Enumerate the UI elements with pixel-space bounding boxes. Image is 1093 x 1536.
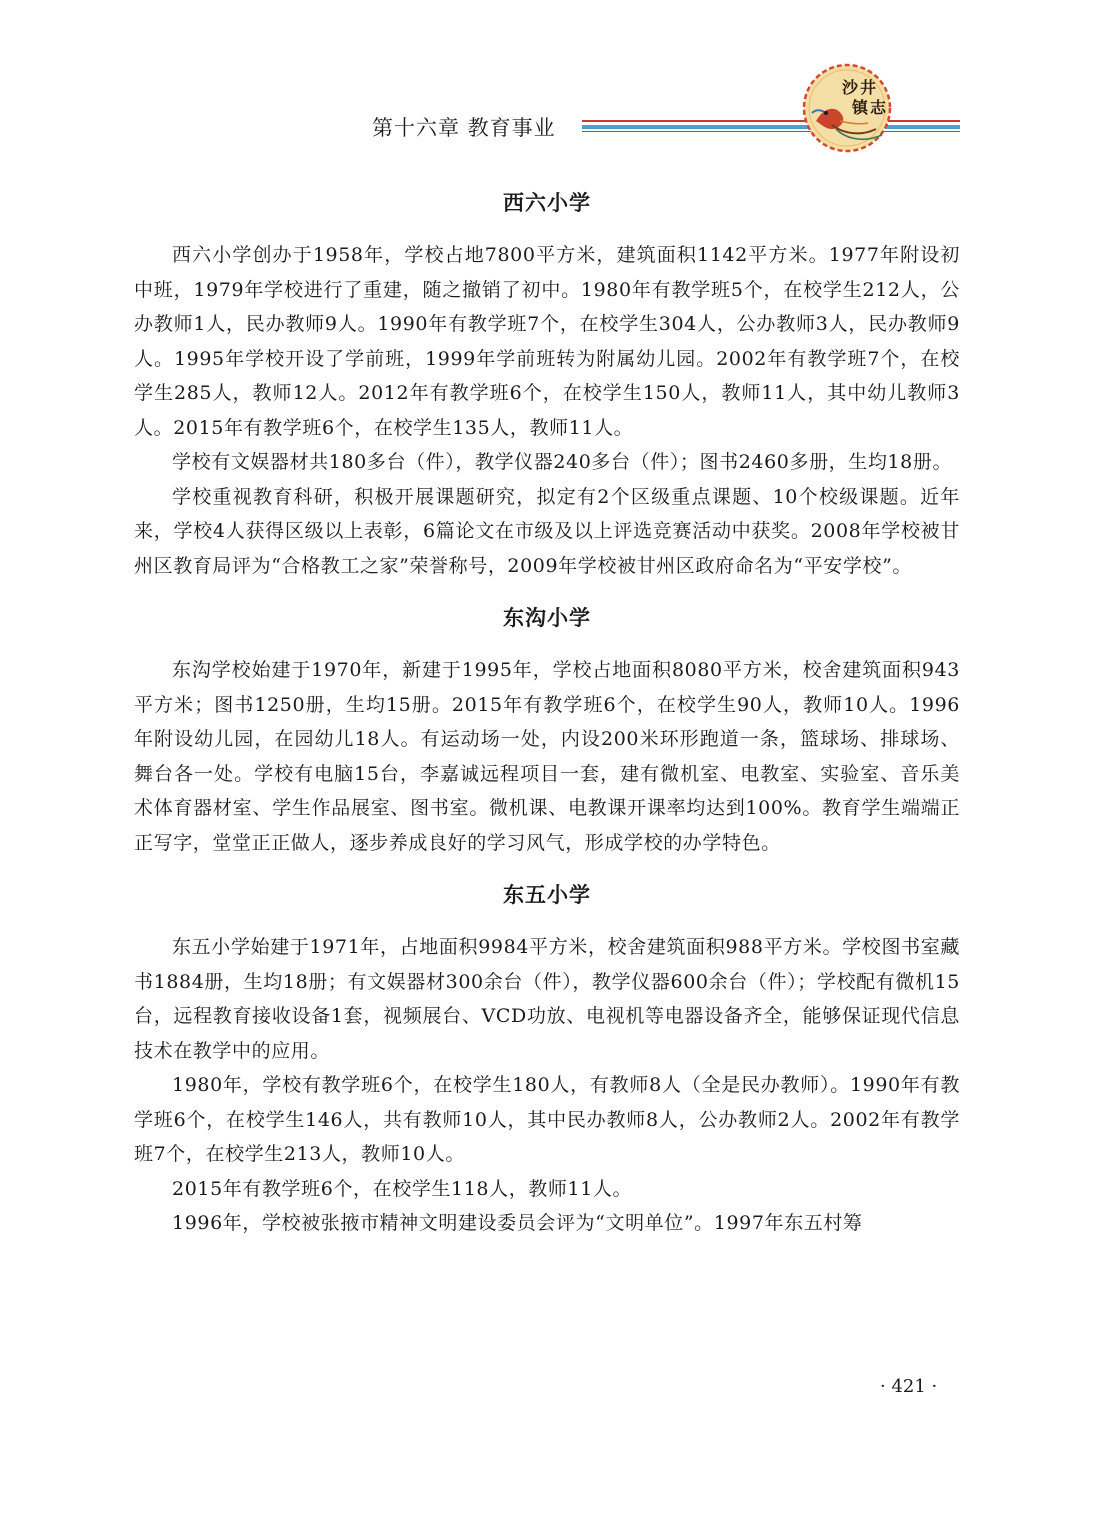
- paragraph: 学校重视教育科研，积极开展课题研究，拟定有2个区级重点课题、10个校级课题。近年来，学校4人获得区级以上表彰，6篇论文在市级及以上评选竞赛活动中获奖。2008年学校被甘州区教育局评为“合格教工之家”荣誉称号，2009年学校被甘州区政府命名为“平安学校”。: [134, 485, 960, 577]
- svg-text:井: 井: [860, 78, 877, 97]
- header-rule-blue: [582, 125, 960, 129]
- header-rule-red-thin: [582, 131, 960, 132]
- section-title: 东五小学: [503, 883, 591, 907]
- page-header: [0, 0, 1093, 170]
- svg-text:志: 志: [870, 98, 887, 117]
- section-xiliu-primary: [134, 186, 960, 583]
- section-title: 东沟小学: [503, 606, 591, 630]
- town-gazetteer-seal-logo: [802, 63, 892, 153]
- paragraph: 2015年有教学班6个，在校学生118人，教师11人。: [172, 1177, 633, 1200]
- section-paragraphs: [134, 930, 960, 1241]
- paragraph: 西六小学创办于1958年，学校占地7800平方米，建筑面积1142平方米。1977年附设初中班，1979年学校进行了重建，随之撤销了初中。1980年有教学班5个，在校学生212人，公办教师1人，民办教师9人。1990年有教学班7个，在校学生304人，公办教师3人，民办教师9人。1995年学校开设了学前班，1999年学前班转为附属幼儿园。2002年有教学班7个，在校学生285人，教师12人。2012年有教学班6个，在校学生150人，教师11人，其中幼儿教师3人。2015年有教学班6个，在校学生135人，教师11人。: [134, 244, 960, 439]
- section-paragraphs: [134, 653, 960, 860]
- page-number: · 421 ·: [880, 1376, 938, 1397]
- header-rule-red: [582, 120, 960, 122]
- svg-text:镇: 镇: [852, 98, 869, 117]
- paragraph: 东沟学校始建于1970年，新建于1995年，学校占地面积8080平方米，校舍建筑面积943平方米；图书1250册，生均15册。2015年有教学班6个，在校学生90人，教师10人。1996年附设幼儿园，在园幼儿18人。有运动场一处，内设200米环形跑道一条，篮球场、排球场、舞台各一处。学校有电脑15台，李嘉诚远程项目一套，建有微机室、电教室、实验室、音乐美术体育器材室、学生作品展室、图书室。微机课、电教课开课率均达到100%。教育学生端端正正写字，堂堂正正做人，逐步养成良好的学习风气，形成学校的办学特色。: [134, 659, 960, 854]
- section-dongwu-primary: [134, 878, 960, 1241]
- svg-text:沙: 沙: [842, 78, 859, 97]
- section-title: 西六小学: [503, 191, 591, 215]
- section-donggou-primary: [134, 601, 960, 860]
- paragraph: 东五小学始建于1971年，占地面积9984平方米，校舍建筑面积988平方米。学校图书室藏书1884册，生均18册；有文娱器材300余台（件），教学仪器600余台（件）；学校配有微机15台，远程教育接收设备1套，视频展台、VCD功放、电视机等电器设备齐全，能够保证现代信息技术在教学中的应用。: [134, 936, 960, 1062]
- page-body: [134, 186, 960, 1241]
- paragraph: 1996年，学校被张掖市精神文明建设委员会评为“文明单位”。1997年东五村筹: [172, 1212, 863, 1234]
- paragraph: 1980年，学校有教学班6个，在校学生180人，有教师8人（全是民办教师）。1990年有教学班6个，在校学生146人，共有教师10人，其中民办教师8人，公办教师2人。2002年有教学班7个，在校学生213人，教师10人。: [134, 1074, 960, 1165]
- paragraph: 学校有文娱器材共180多台（件），教学仪器240多台（件）；图书2460多册，生均18册。: [172, 451, 953, 473]
- section-paragraphs: [134, 238, 960, 583]
- chapter-title: 第十六章 教育事业: [372, 116, 556, 140]
